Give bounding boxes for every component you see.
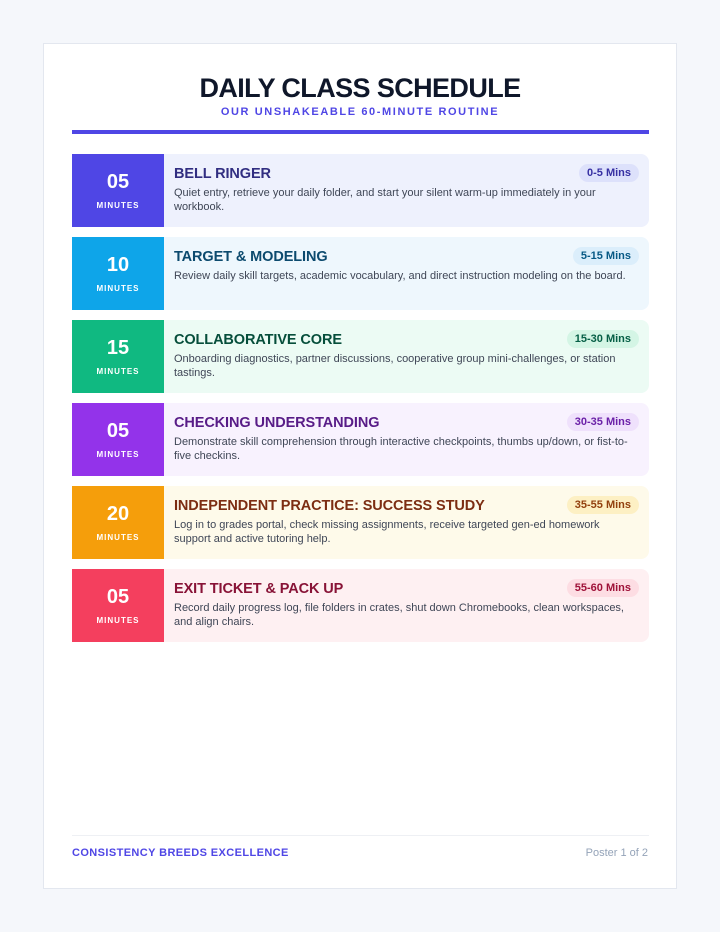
minutes-value: 05 — [106, 420, 130, 442]
minutes-value: 10 — [106, 254, 130, 276]
time-range-badge: 0-5 Mins — [579, 164, 639, 182]
minutes-unit: MINUTES — [96, 367, 140, 376]
minutes-badge — [72, 154, 164, 227]
page-indicator: Poster 1 of 2 — [585, 847, 648, 859]
minutes-value: 05 — [106, 586, 130, 608]
time-range-badge: 55-60 Mins — [567, 579, 639, 597]
poster — [43, 43, 677, 889]
minutes-badge — [72, 237, 164, 310]
item-title: COLLABORATIVE CORE — [174, 332, 342, 348]
item-description: Quiet entry, retrieve your daily folder, and start your silent warm-up immediately in your workbook. — [174, 187, 596, 213]
minutes-badge — [72, 569, 164, 642]
time-range-badge: 30-35 Mins — [567, 413, 639, 431]
item-title: EXIT TICKET & PACK UP — [174, 581, 344, 597]
item-title: TARGET & MODELING — [174, 249, 328, 265]
title-divider — [72, 130, 649, 134]
item-title: INDEPENDENT PRACTICE: SUCCESS STUDY — [174, 498, 485, 514]
item-description: Review daily skill targets, academic vocabulary, and direct instruction modeling on the board. — [174, 270, 626, 282]
footer-divider — [72, 835, 649, 836]
time-range-badge: 35-55 Mins — [567, 496, 639, 514]
schedule-item — [72, 320, 649, 393]
minutes-badge — [72, 403, 164, 476]
item-content — [174, 166, 637, 214]
page-title: DAILY CLASS SCHEDULE — [199, 73, 521, 103]
minutes-value: 05 — [106, 171, 130, 193]
item-description: Record daily progress log, file folders in crates, shut down Chromebooks, clean workspaces, and align chairs. — [174, 602, 624, 628]
schedule-item — [72, 403, 649, 476]
item-title: BELL RINGER — [174, 166, 271, 182]
time-range-badge: 15-30 Mins — [567, 330, 639, 348]
page-subtitle: OUR UNSHAKEABLE 60-MINUTE ROUTINE — [220, 106, 500, 118]
item-content — [174, 249, 637, 283]
minutes-unit: MINUTES — [96, 284, 140, 293]
schedule-item — [72, 486, 649, 559]
minutes-value: 15 — [106, 337, 130, 359]
schedule-item — [72, 154, 649, 227]
footer-motto: CONSISTENCY BREEDS EXCELLENCE — [72, 847, 289, 859]
schedule-item — [72, 569, 649, 642]
item-title: CHECKING UNDERSTANDING — [174, 415, 380, 431]
minutes-badge — [72, 320, 164, 393]
item-description: Onboarding diagnostics, partner discussions, cooperative group mini-challenges, or station tastings. — [174, 353, 616, 379]
item-description: Demonstrate skill comprehension through interactive checkpoints, thumbs up/down, or fist-to-five checkins. — [174, 436, 628, 462]
minutes-unit: MINUTES — [96, 533, 140, 542]
time-range-badge: 5-15 Mins — [573, 247, 639, 265]
minutes-badge — [72, 486, 164, 559]
minutes-unit: MINUTES — [96, 201, 140, 210]
minutes-unit: MINUTES — [96, 616, 140, 625]
schedule-list — [72, 154, 649, 652]
minutes-value: 20 — [106, 503, 130, 525]
minutes-unit: MINUTES — [96, 450, 140, 459]
schedule-item — [72, 237, 649, 310]
item-description: Log in to grades portal, check missing assignments, receive targeted gen-ed homework support and active tutoring help. — [174, 519, 600, 545]
